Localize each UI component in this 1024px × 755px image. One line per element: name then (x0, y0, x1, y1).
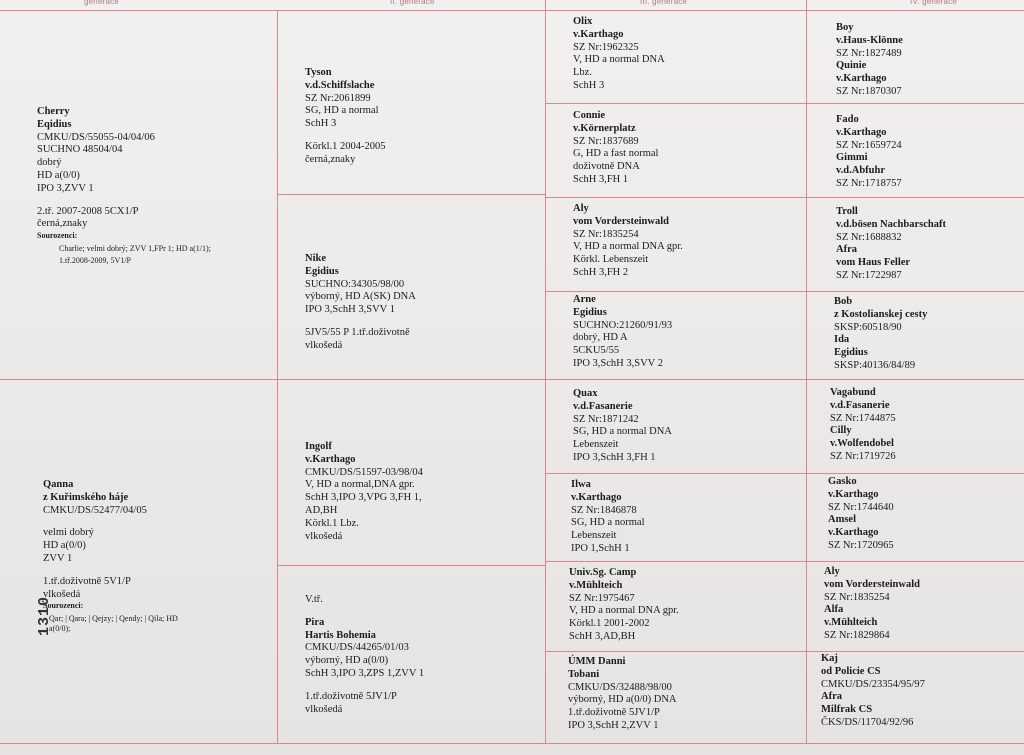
dog-kennel: v.Körnerplatz (573, 122, 636, 134)
dog-line: Körkl.1 2004-2005 (305, 140, 386, 152)
dog-kennel: v.d.Fasanerie (573, 400, 633, 412)
dog-class: V.tř. (305, 594, 323, 605)
grid-line (545, 473, 1024, 474)
dog-line: IPO 3,SchH 2,ZVV 1 (568, 719, 659, 731)
dog-line: 1.tř.doživotně 5V1/P (43, 575, 131, 587)
dog-kennel: v.Karthago (305, 453, 356, 465)
dog-line: SG, HD a normal (305, 105, 379, 117)
siblings-label: Sourozenci: (37, 231, 78, 241)
dog-line: dobrý, HD A (573, 332, 628, 344)
dog-line: IPO 3,SchH 3,SVV 2 (573, 357, 663, 369)
dog-line: SUCHNO:34305/98/00 (305, 278, 405, 290)
grid-line (277, 10, 278, 743)
grid-line (0, 10, 1024, 11)
dog-line: IPO 3,SchH 3,FH 1 (573, 451, 656, 463)
gen-header-1: generace (84, 0, 119, 6)
dog-kennel: v.Karthago (828, 527, 879, 539)
dog-line: doživotně DNA (573, 161, 640, 173)
dog-name: Olix (573, 16, 593, 27)
dog-line: dobrý (37, 157, 62, 169)
dog-line: V, HD a normal DNA (573, 54, 665, 66)
dog-name: Ida (834, 334, 850, 346)
dog-kennel: v.Mühlteich (569, 579, 623, 591)
siblings-line: Qar; | Qara; | Qejzy; | Qendy; | Qila; HD (49, 614, 178, 624)
dog-name: Pira (305, 616, 325, 628)
dog-line: 1.tř.doživotně 5JV1/P (568, 707, 660, 719)
dog-line: ZVV 1 (43, 552, 73, 564)
dog-line: SchH 3,FH 2 (573, 266, 629, 278)
dog-name: Nike (305, 253, 326, 264)
dog-line: černá,znaky (305, 153, 356, 165)
grid-line (0, 743, 1024, 744)
dog-name: Univ.Sg. Camp (569, 567, 637, 578)
dog-connie (573, 110, 803, 187)
g4-cell (830, 387, 1020, 464)
dog-pira (305, 594, 541, 716)
dog-line: SZ Nr:1871242 (573, 413, 639, 425)
dog-name: Aly (824, 566, 840, 577)
stamp-number: 1310 (36, 596, 53, 637)
dog-reg: SZ Nr:1827489 (836, 47, 902, 59)
g4-cell (824, 566, 1020, 643)
dog-olix (573, 16, 803, 93)
dog-kennel: v.Haus-Klönne (836, 34, 903, 46)
siblings-line: Charlie; velmi dobrý; ZVV 1,FPr 1; HD a(1/1); (59, 244, 211, 254)
dog-line: V, HD a normal DNA gpr. (569, 605, 679, 617)
dog-name: ÚMM Danni (568, 656, 626, 667)
dog-line: SUCHNO 48504/04 (37, 144, 123, 156)
dog-kennel: z Kostolianskej cesty (834, 308, 928, 320)
grid-line (545, 651, 1024, 652)
dog-reg: SKSP:60518/90 (834, 321, 902, 333)
dog-name: Afra (821, 691, 842, 703)
g4-cell (834, 296, 1020, 373)
dog-kennel: v.Karthago (828, 488, 879, 500)
dog-reg: SZ Nr:1659724 (836, 139, 902, 151)
dog-camp (569, 567, 801, 644)
dog-line: IPO 3,SchH 3,SVV 1 (305, 304, 395, 316)
dog-name: Gasko (828, 476, 857, 487)
dog-reg: SZ Nr:1835254 (824, 591, 890, 603)
siblings-line: 1.tř.2008-2009, 5V1/P (59, 256, 131, 266)
grid-line (0, 379, 1024, 380)
dog-line: SZ Nr:1837689 (573, 135, 639, 147)
dog-line: vlkošedá (305, 339, 343, 351)
dog-line: Körkl.1 2001-2002 (569, 618, 650, 630)
dog-cherry (37, 106, 273, 266)
grid-line (545, 0, 546, 743)
dog-kennel: Egidius (573, 306, 607, 318)
dog-name: Fado (836, 114, 859, 125)
dog-tyson (305, 67, 541, 167)
g4-cell (828, 476, 1018, 553)
dog-name: Aly (573, 203, 589, 214)
grid-line (806, 0, 807, 743)
dog-reg: SZ Nr:1870307 (836, 85, 902, 97)
dog-name: Connie (573, 110, 606, 121)
dog-line: 2.tř. 2007-2008 5CX1/P (37, 205, 139, 217)
dog-name: Alfa (824, 604, 844, 616)
dog-line: výborný, HD A(SK) DNA (305, 291, 416, 303)
dog-line: SZ Nr:1962325 (573, 41, 639, 53)
dog-line: 5CKU5/55 (573, 345, 620, 357)
dog-name: Qanna (43, 479, 74, 490)
dog-line: SZ Nr:1975467 (569, 592, 635, 604)
dog-line: Körkl. Lebenszeit (573, 254, 649, 266)
dog-kennel: vom Vordersteinwald (573, 215, 669, 227)
g4-cell (836, 114, 1022, 191)
dog-line: vlkošedá (305, 530, 343, 542)
dog-line: vlkošedá (305, 703, 343, 715)
dog-kennel: v.d.Schiffslache (305, 79, 375, 91)
dog-line: velmi dobrý (43, 527, 95, 539)
dog-kennel: v.d.Fasanerie (830, 399, 890, 411)
dog-kennel: v.Karthago (571, 491, 622, 503)
dog-danni (568, 656, 802, 733)
dog-line: SG, HD a normal (571, 517, 645, 529)
dog-line: SchH 3 (573, 79, 605, 91)
dog-line: G, HD a fast normal (573, 148, 659, 160)
g4-cell (821, 653, 1021, 730)
dog-name: Arne (573, 294, 596, 305)
dog-name: Bob (834, 296, 853, 307)
dog-name: Cilly (830, 425, 852, 437)
dog-line: Lebenszeit (573, 439, 619, 451)
dog-line: Körkl.1 Lbz. (305, 517, 359, 529)
dog-line: vlkošedá (43, 588, 81, 600)
dog-line: HD a(0/0) (37, 169, 80, 181)
dog-line: 5JV5/55 P 1.tř.doživotně (305, 326, 410, 338)
dog-line: SchH 3,FH 1 (573, 173, 629, 185)
gen-header-4: IV. generace (910, 0, 958, 6)
dog-kennel: od Policie CS (821, 665, 881, 677)
dog-reg: SZ Nr:1829864 (824, 629, 890, 641)
dog-kennel: Milfrak CS (821, 704, 873, 716)
dog-kennel: v.Mühlteich (824, 617, 878, 629)
dog-line: černá,znaky (37, 218, 88, 230)
dog-arne (573, 294, 803, 371)
dog-kennel: Egidius (305, 265, 339, 277)
g4-cell (836, 206, 1022, 283)
gen-header-2: II. generace (390, 0, 435, 6)
dog-aly (573, 203, 803, 280)
dog-name: Boy (836, 22, 854, 33)
siblings-line: a(0/0); (49, 624, 71, 634)
grid-line (545, 561, 1024, 562)
dog-reg: SZ Nr:1744875 (830, 412, 896, 424)
dog-reg: SZ Nr:1719726 (830, 450, 896, 462)
dog-name: Ingolf (305, 441, 332, 452)
dog-line: SchH 3,AD,BH (569, 630, 636, 642)
dog-kennel: v.Wolfendobel (830, 438, 894, 450)
dog-name: Afra (836, 244, 857, 256)
dog-reg: SZ Nr:1718757 (836, 177, 902, 189)
dog-line: V, HD a normal DNA gpr. (573, 241, 683, 253)
dog-line: výborný, HD a(0/0) (305, 655, 389, 667)
dog-name: Troll (836, 206, 858, 217)
dog-line: SUCHNO:21260/91/93 (573, 319, 673, 331)
grid-line (277, 194, 545, 195)
dog-line: SchH 3 (305, 118, 337, 130)
dog-kennel: v.Karthago (836, 73, 887, 85)
grid-line (277, 565, 545, 566)
dog-nike (305, 253, 541, 353)
grid-line (545, 103, 1024, 104)
dog-line: 1.tř.doživotně 5JV1/P (305, 690, 397, 702)
dog-line: CMKU/DS/51597-03/98/04 (305, 466, 423, 478)
dog-line: SZ Nr:1846878 (571, 504, 637, 516)
dog-line: AD,BH (305, 504, 338, 516)
dog-kennel: vom Vordersteinwald (824, 578, 920, 590)
dog-reg: ČKS/DS/11704/92/96 (821, 716, 914, 728)
dog-ingolf (305, 441, 541, 543)
siblings-label: Sourozenci: (43, 601, 84, 611)
dog-line: SchH 3,IPO 3,ZPS 1,ZVV 1 (305, 667, 425, 679)
dog-line: CMKU/DS/32488/98/00 (568, 681, 672, 693)
dog-reg: SZ Nr:1688832 (836, 231, 902, 243)
dog-line: CMKU/DS/55055-04/04/06 (37, 131, 155, 143)
dog-reg: SZ Nr:1720965 (828, 539, 894, 551)
dog-line: IPO 1,SchH 1 (571, 542, 630, 554)
dog-line: Lbz. (573, 67, 592, 79)
grid-line (545, 197, 1024, 198)
gen-header-3: III. generace (640, 0, 688, 6)
dog-kennel: Eqidius (37, 118, 72, 130)
dog-line: HD a(0/0) (43, 540, 86, 552)
dog-name: Ilwa (571, 479, 591, 490)
grid-line (545, 291, 1024, 292)
dog-line: IPO 3,ZVV 1 (37, 182, 94, 194)
dog-line: V, HD a normal,DNA gpr. (305, 479, 415, 491)
dog-qanna (43, 479, 273, 634)
dog-name: Vagabund (830, 387, 876, 398)
dog-kennel: v.Karthago (836, 126, 887, 138)
dog-kennel: v.d.bösen Nachbarschaft (836, 218, 946, 230)
dog-kennel: v.Karthago (573, 28, 624, 40)
dog-reg: SZ Nr:1722987 (836, 269, 902, 281)
dog-line: výborný, HD a(0/0) DNA (568, 694, 677, 706)
dog-line: SZ Nr:1835254 (573, 228, 639, 240)
dog-name: Cherry (37, 106, 70, 117)
dog-name: Tyson (305, 67, 332, 78)
dog-kennel: vom Haus Feller (836, 257, 911, 269)
dog-line: CMKU/DS/44265/01/03 (305, 642, 409, 654)
dog-reg: SZ Nr:1744640 (828, 501, 894, 513)
dog-name: Kaj (821, 653, 838, 664)
dog-line: SG, HD a normal DNA (573, 426, 672, 438)
dog-name: Quax (573, 388, 598, 399)
dog-name: Quinie (836, 60, 867, 72)
dog-line: CMKU/DS/52477/04/05 (43, 504, 147, 516)
dog-line: Lebenszeit (571, 530, 617, 542)
dog-line: SchH 3,IPO 3,VPG 3,FH 1, (305, 492, 422, 504)
dog-name: Gimmi (836, 152, 868, 164)
g4-cell (836, 22, 1022, 99)
dog-reg: CMKU/DS/23354/95/97 (821, 678, 925, 690)
dog-kennel: Hartis Bohemia (305, 629, 376, 641)
dog-quax (573, 388, 803, 465)
dog-name: Amsel (828, 514, 856, 526)
dog-line: SZ Nr:2061899 (305, 92, 371, 104)
dog-reg: SKSP:40136/84/89 (834, 359, 916, 371)
dog-kennel: Tobani (568, 668, 600, 680)
dog-ilwa (571, 479, 801, 556)
dog-kennel: v.d.Abfuhr (836, 165, 886, 177)
dog-kennel: Egidius (834, 347, 868, 359)
dog-kennel: z Kuřimského háje (43, 491, 129, 503)
